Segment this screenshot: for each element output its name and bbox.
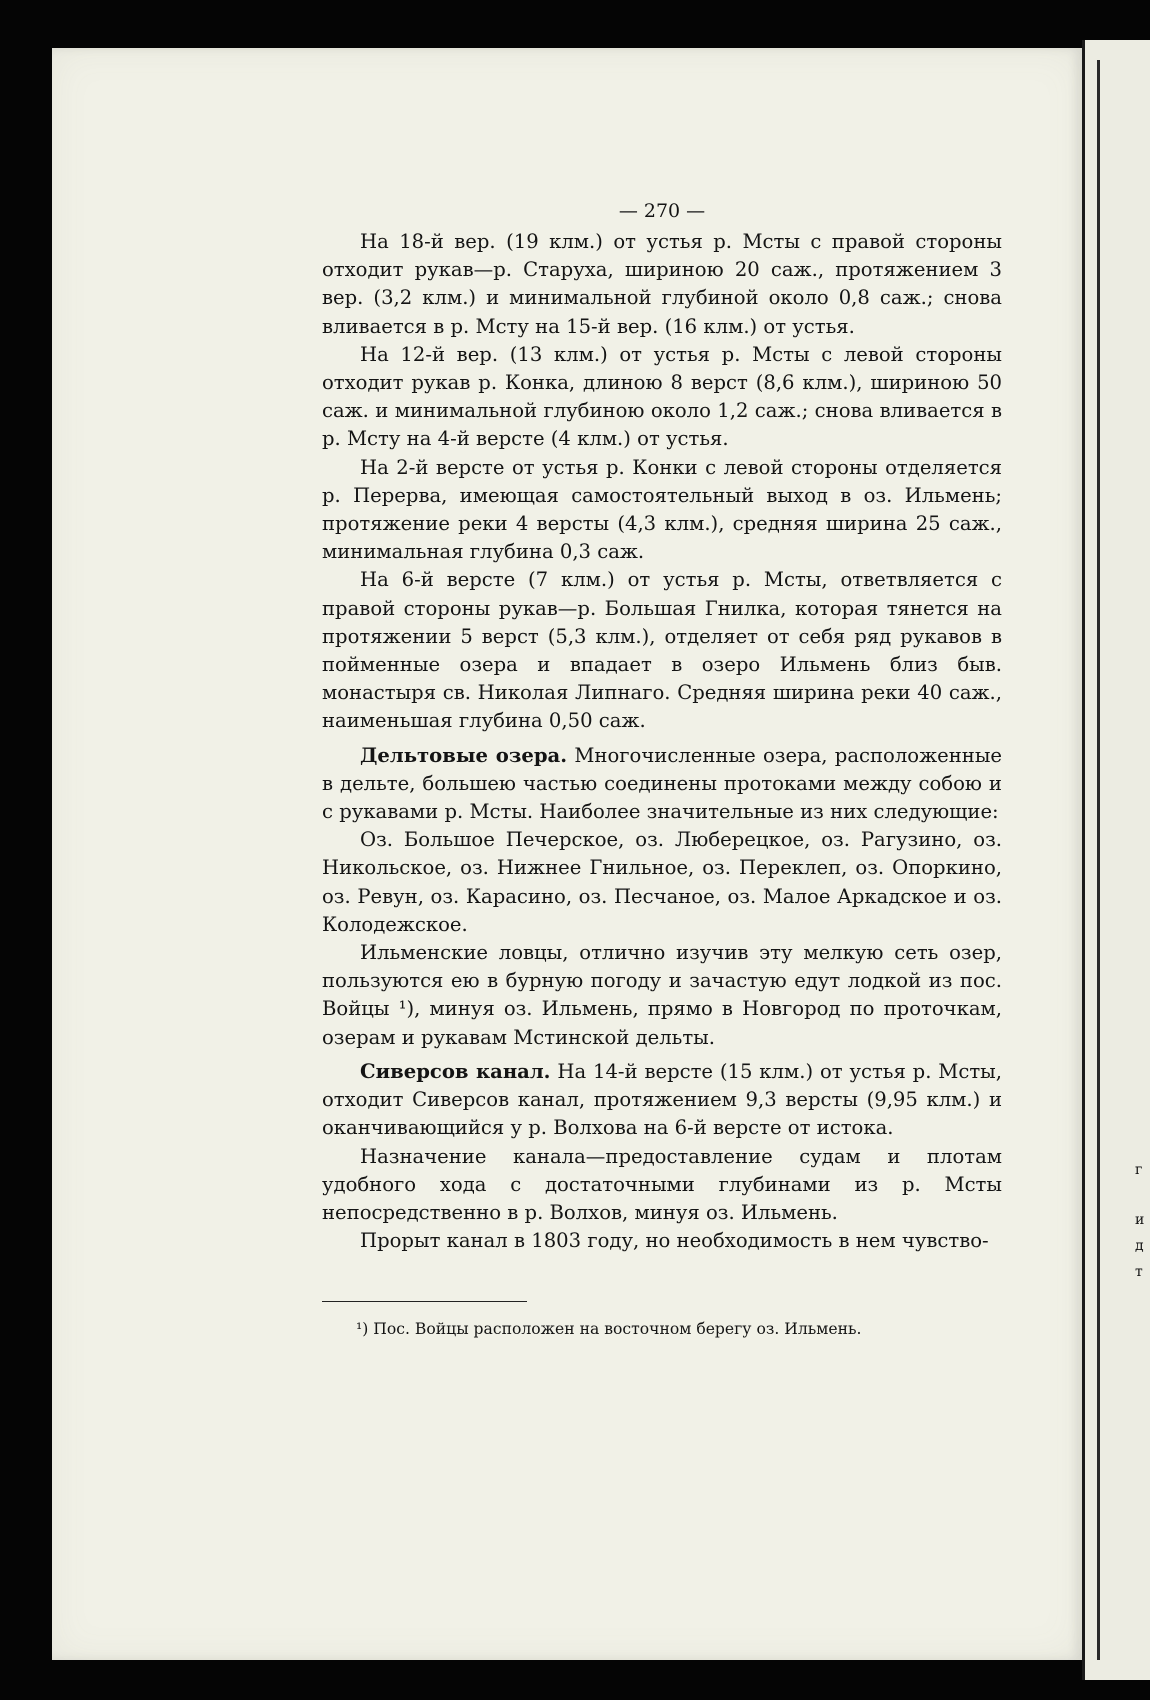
next-page-fragment: д: [1135, 1238, 1144, 1254]
paragraph: Назначение канала—предоставление судам и плотам удобного хода с достаточными глубинами из р. Мсты непосредственно в р. Волхов, минуя оз. Ильмень.: [322, 1144, 1002, 1224]
page-number: — 270 —: [618, 200, 706, 222]
paragraph: На 2-й версте от устья р. Конки с левой стороны отделяется р. Перерва, имеющая самостоятельный выход в оз. Ильмень; протяжение реки 4 версты (4,3 клм.), средняя ширина 25 саж., минимальная глубина 0,3 саж.: [322, 455, 1002, 564]
next-page-fragment: т: [1135, 1264, 1143, 1280]
paragraph: Ильменские ловцы, отлично изучив эту мелкую сеть озер, пользуются ею в бурную погоду и зачастую едут лодкой из пос. Войцы ¹), минуя оз. Ильмень, прямо в Новгород по проточкам, озерам и рукавам Мстинской дельты.: [322, 941, 1002, 1049]
next-page-edge: [1082, 40, 1150, 1680]
paragraph: На 12-й вер. (13 клм.) от устья р. Мсты с левой стороны отходит рукав р. Конка, длиною 8 верст (8,6 клм.), шириною 50 саж. и минимальной глубиною около 1,2 саж.; снова вливается в р. Мсту на 4-й версте (4 клм.) от устья.: [322, 342, 1002, 451]
paragraph: На 6-й версте (7 клм.) от устья р. Мсты, ответвляется с правой стороны рукав—р. Большая Гнилка, которая тянется на протяжении 5 верст (5,3 клм.), отделяет от себя ряд рукавов в пойменные озера и впадает в озеро Ильмень близ быв. монастыря св. Николая Липнаго. Средняя ширина реки 40 саж., наименьшая глубина 0,50 саж.: [322, 568, 1002, 733]
next-page-fragment: и: [1135, 1212, 1145, 1228]
section-heading: Сиверсов канал.: [360, 1059, 551, 1083]
section-heading: Дельтовые озера.: [360, 743, 568, 767]
next-page-fragment: г: [1135, 1162, 1143, 1178]
paragraph: Сиверсов канал. На 14-й версте (15 клм.) от устья р. Мсты, отходит Сиверсов канал, протяжением 9,3 версты (9,95 клм.) и оканчивающийся у р. Волхова на 6-й версте от истока.: [322, 1059, 1002, 1140]
paragraph: Дельтовые озера. Многочисленные озера, расположенные в дельте, большею частью соединены протоками между собою и с рукавами р. Мсты. Наиболее значительные из них следующие:: [322, 743, 1003, 824]
paragraph: Прорыт канал в 1803 году, но необходимость в нем чувство-: [360, 1229, 989, 1253]
footnote: ¹) Пос. Войцы расположен на восточном берегу оз. Ильмень.: [356, 1320, 862, 1338]
paragraph: Оз. Большое Печерское, оз. Люберецкое, оз. Рагузино, оз. Никольское, оз. Нижнее Гнильное, оз. Переклеп, оз. Опоркино, оз. Ревун, оз. Карасино, оз. Песчаное, оз. Малое Аркадское и оз. Колодежское.: [322, 828, 1002, 936]
paragraph: На 18-й вер. (19 клм.) от устья р. Мсты с правой стороны отходит рукав—р. Старуха, шириною 20 саж., протяжением 3 вер. (3,2 клм.) и минимальной глубиной около 0,8 саж.; снова вливается в р. Мсту на 15-й вер. (16 клм.) от устья.: [322, 230, 1002, 338]
page-fold-edge: [1097, 60, 1100, 1660]
footnote-divider: [322, 1301, 527, 1302]
body-text: [322, 228, 1002, 1255]
